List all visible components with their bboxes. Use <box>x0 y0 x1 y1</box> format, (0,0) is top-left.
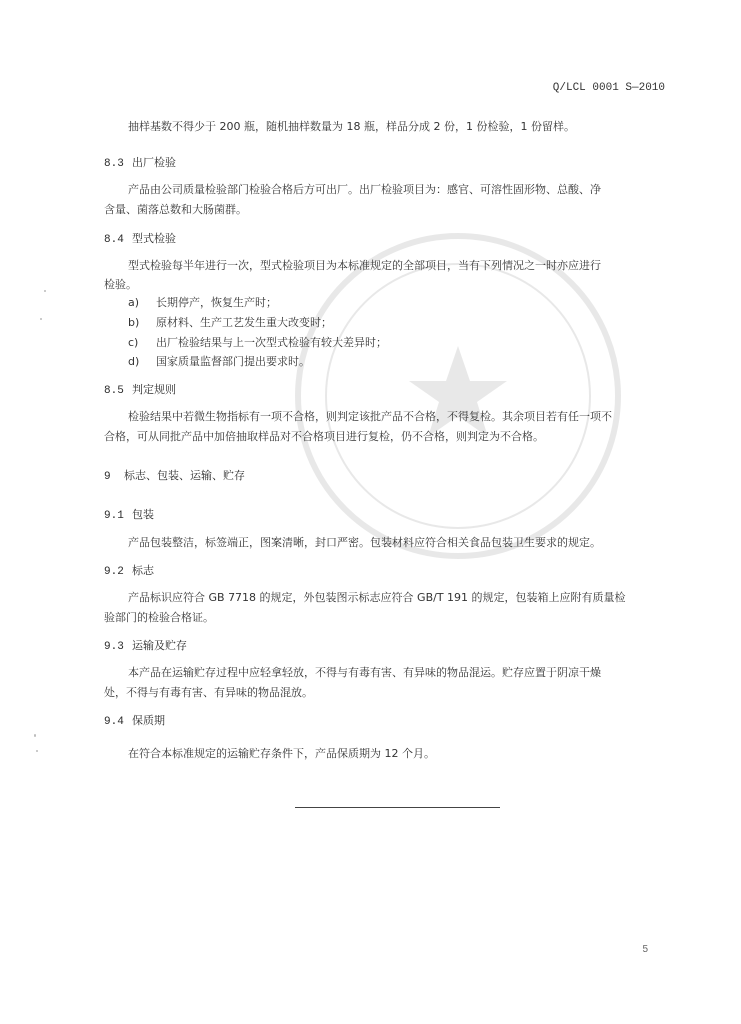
section-number: 9 <box>104 471 111 483</box>
section-9-heading <box>104 468 245 485</box>
standard-number: Q/LCL 0001 S—2010 <box>552 82 665 94</box>
section-title: 运输及贮存 <box>132 639 187 652</box>
section-title: 出厂检验 <box>132 156 176 169</box>
paragraph-line: 型式检验每半年进行一次，型式检验项目为本标准规定的全部项目，当有下列情况之一时亦应进行 <box>128 259 601 272</box>
section-title: 标志、包装、运输、贮存 <box>124 469 245 482</box>
list-item: c) 出厂检验结果与上一次型式检验有较大差异时； <box>128 336 387 349</box>
scan-speck <box>40 318 42 320</box>
section-number: 9.1 <box>104 510 124 522</box>
section-title: 包装 <box>132 508 154 521</box>
section-number: 9.3 <box>104 641 124 653</box>
paragraph-line: 合格，可从同批产品中加倍抽取样品对不合格项目进行复检，仍不合格，则判定为不合格。 <box>104 430 544 443</box>
section-title: 判定规则 <box>132 383 176 396</box>
sampling-line: 抽样基数不得少于 200 瓶，随机抽样数量为 18 瓶，样品分成 2 份，1 份检验，1 份留样。 <box>128 120 575 133</box>
paragraph-line: 产品标识应符合 GB 7718 的规定，外包装图示标志应符合 GB/T 191 的规定，包装箱上应附有质量检 <box>128 591 626 604</box>
section-title: 标志 <box>132 564 154 577</box>
section-number: 9.4 <box>104 716 124 728</box>
section-8-4-heading <box>104 231 176 248</box>
paragraph-line: 在符合本标准规定的运输贮存条件下，产品保质期为 12 个月。 <box>128 747 435 760</box>
list-item: b) 原材料、生产工艺发生重大改变时； <box>128 316 332 329</box>
paragraph-line: 产品包装整洁，标签端正，图案清晰，封口严密。包装材料应符合相关食品包装卫生要求的规定。 <box>128 536 601 549</box>
circular-seal-icon <box>288 226 628 566</box>
paragraph-line: 含量、菌落总数和大肠菌群。 <box>104 203 247 216</box>
section-title: 保质期 <box>132 714 165 727</box>
scan-speck <box>44 290 46 292</box>
section-9-1-heading <box>104 507 154 524</box>
paragraph-line: 检验结果中若微生物指标有一项不合格，则判定该批产品不合格，不得复检。其余项目若有任一项不 <box>128 410 612 423</box>
scan-speck <box>34 734 36 737</box>
paragraph-line: 产品由公司质量检验部门检验合格后方可出厂。出厂检验项目为：感官、可溶性固形物、总酸、净 <box>128 183 601 196</box>
section-number: 9.2 <box>104 566 124 578</box>
section-9-4-heading <box>104 713 165 730</box>
section-number: 8.4 <box>104 234 124 246</box>
paragraph-line: 检验。 <box>104 278 137 291</box>
page-number: 5 <box>642 944 648 955</box>
section-number: 8.5 <box>104 385 124 397</box>
section-title: 型式检验 <box>132 232 176 245</box>
paragraph-line: 本产品在运输贮存过程中应轻拿轻放，不得与有毒有害、有异味的物品混运。贮存应置于阴凉干燥 <box>128 666 601 679</box>
section-8-3-heading <box>104 155 176 172</box>
list-item: d) 国家质量监督部门提出要求时。 <box>128 355 310 368</box>
list-item: a) 长期停产，恢复生产时； <box>128 296 277 309</box>
section-9-3-heading <box>104 638 187 655</box>
end-rule <box>295 807 500 808</box>
paragraph-line: 验部门的检验合格证。 <box>104 611 214 624</box>
section-9-2-heading <box>104 563 154 580</box>
scan-speck <box>36 750 38 752</box>
section-8-5-heading <box>104 382 176 399</box>
section-number: 8.3 <box>104 158 124 170</box>
paragraph-line: 处，不得与有毒有害、有异味的物品混放。 <box>104 686 313 699</box>
